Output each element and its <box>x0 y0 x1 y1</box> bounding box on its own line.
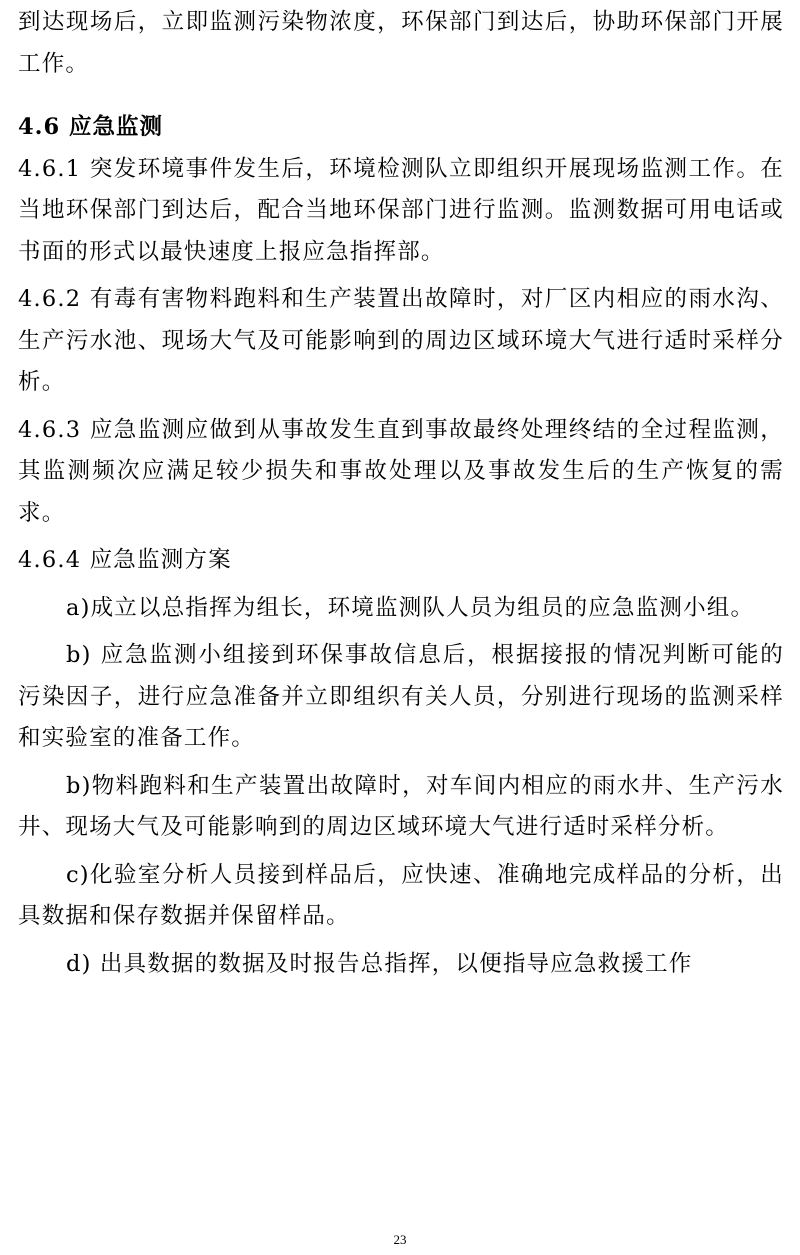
item-4-6-4: 4.6.4 应急监测方案 <box>18 547 232 573</box>
plan-item-a: a)成立以总指挥为组长，环境监测队人员为组员的应急监测小组。 <box>66 594 755 621</box>
page-number: 23 <box>393 1232 407 1247</box>
item-4-6-3: 4.6.3 应急监测应做到从事故发生直到事故最终处理终结的全过程监测，其监测频次应满足较少损失和事故处理以及事故发生后的生产恢复的需求。 <box>18 416 784 526</box>
plan-item-b: b) 应急监测小组接到环保事故信息后，根据接报的情况判断可能的污染因子，进行应急准备并立即组织有关人员，分别进行现场的监测采样和实验室的准备工作。 <box>18 642 784 751</box>
plan-item-d: d) 出具数据的数据及时报告总指挥，以便指导应急救援工作 <box>66 950 693 977</box>
item-4-6-2: 4.6.2 有毒有害物料跑料和生产装置出故障时，对厂区内相应的雨水沟、生产污水池、现场大气及可能影响到的周边区域环境大气进行适时采样分析。 <box>18 286 784 395</box>
document-page <box>18 0 784 985</box>
plan-item-b2: b)物料跑料和生产装置出故障时，对车间内相应的雨水井、生产污水井、现场大气及可能影响到的周边区域环境大气进行适时采样分析。 <box>18 772 784 840</box>
intro-paragraph: 到达现场后，立即监测污染物浓度，环保部门到达后，协助环保部门开展工作。 <box>18 9 784 77</box>
item-4-6-1: 4.6.1 突发环境事件发生后，环境检测队立即组织开展现场监测工作。在当地环保部门到达后，配合当地环保部门进行监测。监测数据可用电话或书面的形式以最快速度上报应急指挥部。 <box>18 155 784 265</box>
section-heading: 4.6 应急监测 <box>18 114 163 140</box>
plan-item-c: c)化验室分析人员接到样品后，应快速、准确地完成样品的分析，出具数据和保存数据并保留样品。 <box>18 861 784 929</box>
